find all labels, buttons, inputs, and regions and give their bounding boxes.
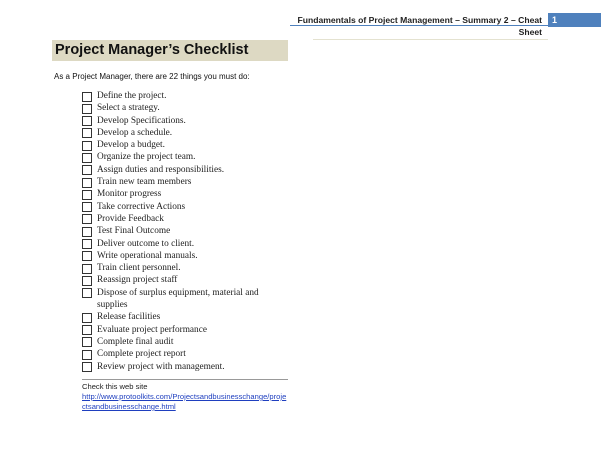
checklist-item <box>82 102 282 114</box>
checklist-item <box>82 311 282 323</box>
checklist-item <box>82 139 282 151</box>
checklist-item <box>82 361 282 373</box>
checkbox[interactable] <box>82 227 92 237</box>
checkbox[interactable] <box>82 190 92 200</box>
checklist-item <box>82 176 282 188</box>
checklist-item-label: Select a strategy. <box>97 103 160 114</box>
checklist-item-label: Define the project. <box>97 91 167 101</box>
checkbox[interactable] <box>82 264 92 274</box>
checkbox[interactable] <box>82 276 92 286</box>
checklist-item-label: Test Final Outcome <box>97 226 171 237</box>
checklist-item-label: Complete final audit <box>97 336 174 347</box>
checkbox[interactable] <box>82 153 92 163</box>
checklist-item <box>82 90 282 102</box>
checkbox[interactable] <box>82 362 92 372</box>
checklist-item-label: Evaluate project performance <box>97 324 207 335</box>
checkbox[interactable] <box>82 350 92 360</box>
checkbox[interactable] <box>82 92 92 102</box>
checklist-item-label: Develop a schedule. <box>97 127 173 138</box>
checklist-item <box>82 250 282 262</box>
checklist-item-label: Provide Feedback <box>97 213 164 224</box>
checklist-item-label: Organize the project team. <box>97 152 196 163</box>
checklist-item-label: Review project with management. <box>97 361 225 372</box>
checklist-item-label: Write operational manuals. <box>97 250 198 261</box>
checkbox[interactable] <box>82 141 92 151</box>
checklist-item <box>82 164 282 176</box>
checklist-item <box>82 225 282 237</box>
checkbox[interactable] <box>82 337 92 347</box>
checklist-item-label: Train new team members <box>97 177 192 188</box>
checkbox[interactable] <box>82 116 92 126</box>
checkbox[interactable] <box>82 313 92 323</box>
checklist-item <box>82 115 282 127</box>
checklist-item <box>82 151 282 163</box>
checklist-item <box>82 336 282 348</box>
page-number: 1 <box>548 13 601 27</box>
checkbox[interactable] <box>82 214 92 224</box>
checklist-item <box>82 262 282 274</box>
checklist-item-label: Release facilities <box>97 312 161 323</box>
checkbox[interactable] <box>82 202 92 212</box>
checkbox[interactable] <box>82 288 92 298</box>
checkbox[interactable] <box>82 178 92 188</box>
checklist-item <box>82 274 282 286</box>
running-header: Fundamentals of Project Management – Summary 2 – Cheat Sheet <box>290 14 548 26</box>
checkbox[interactable] <box>82 251 92 261</box>
checkbox[interactable] <box>82 165 92 175</box>
checkbox[interactable] <box>82 239 92 249</box>
checklist-item-label: Complete project report <box>97 349 186 360</box>
checklist-item <box>82 287 282 312</box>
checkbox[interactable] <box>82 325 92 335</box>
checklist-item <box>82 127 282 139</box>
checkbox[interactable] <box>82 104 92 114</box>
footer-label: Check this web site <box>82 382 148 391</box>
divider <box>313 39 548 40</box>
checkbox[interactable] <box>82 128 92 138</box>
checklist-item <box>82 238 282 250</box>
checklist-item-label: Dispose of surplus equipment, material and supplies <box>97 287 259 311</box>
page-title: Project Manager’s Checklist <box>52 40 288 61</box>
checklist-item <box>82 213 282 225</box>
footer-note <box>82 379 288 412</box>
checklist-item-label: Deliver outcome to client. <box>97 238 195 249</box>
checklist <box>82 90 282 373</box>
checklist-item-label: Develop Specifications. <box>97 115 186 126</box>
checklist-item-label: Reassign project staff <box>97 275 178 286</box>
checklist-item-label: Assign duties and responsibilities. <box>97 164 225 175</box>
website-link[interactable]: http://www.protoolkits.com/Projectsandbusinesschange/projectsandbusinesschange.html <box>82 392 287 411</box>
checklist-item <box>82 201 282 213</box>
checklist-item <box>82 188 282 200</box>
intro-text: As a Project Manager, there are 22 things you must do: <box>54 72 250 81</box>
checklist-item <box>82 348 282 360</box>
checklist-item-label: Take corrective Actions <box>97 201 186 212</box>
checklist-item-label: Develop a budget. <box>97 140 165 151</box>
checklist-item-label: Train client personnel. <box>97 263 181 274</box>
checklist-item-label: Monitor progress <box>97 189 162 200</box>
checklist-item <box>82 324 282 336</box>
